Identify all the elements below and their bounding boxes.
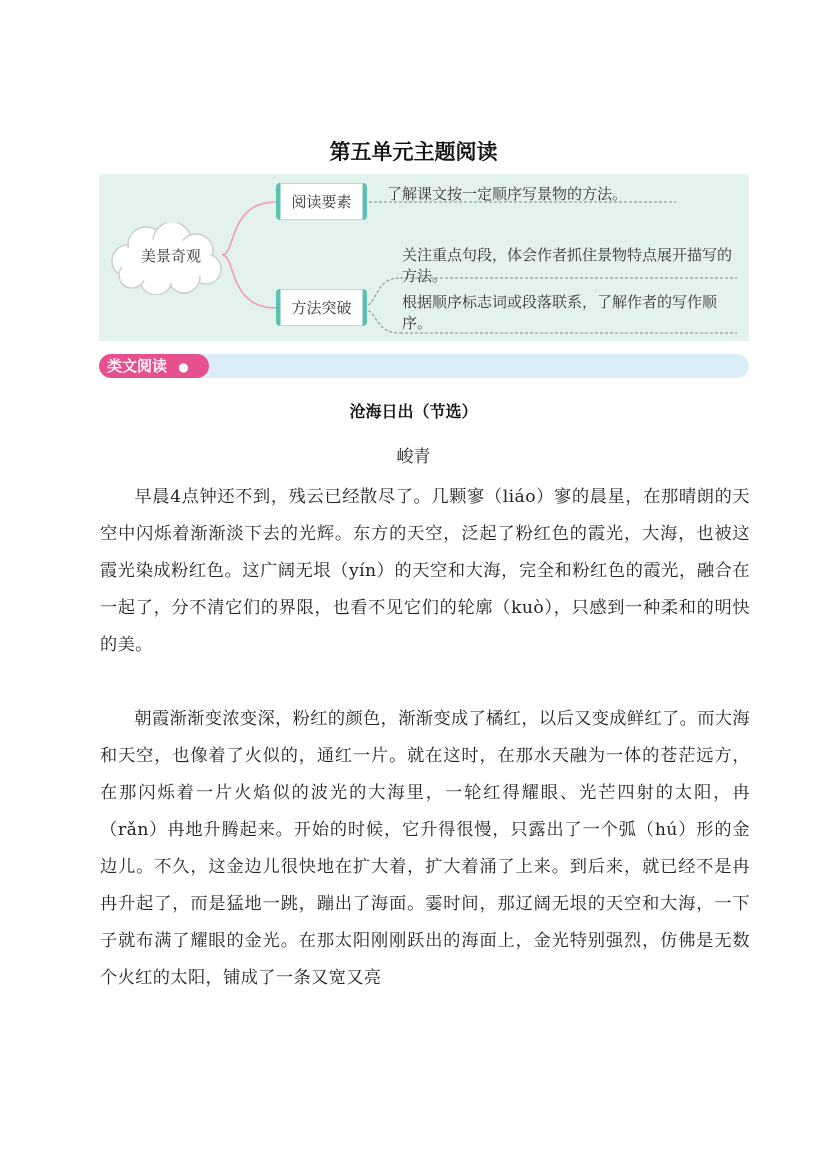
article-title: 沧海日出（节选） bbox=[349, 402, 478, 421]
article-paragraph: 早晨4点钟还不到，残云已经散尽了。几颗寥（liáo）寥的晨星，在那晴朗的天空中闪烁着渐渐淡下去的光辉。东方的天空，泛起了粉红色的霞光，大海，也被这霞光染成粉红色。这广阔无垠（yín）的天空和大海，完全和粉红色的霞光，融合在一起了，分不清它们的界限，也看不见它们的轮廓（kuò），只感到一种柔和的明快的美。 bbox=[100, 487, 750, 655]
section-label: 类文阅读 bbox=[107, 357, 168, 375]
article-paragraph: 朝霞渐渐变浓变深，粉红的颜色，渐渐变成了橘红，以后又变成鲜红了。而大海和天空，也像着了火似的，通红一片。就在这时，在那水天融为一体的苍茫远方，在那闪烁着一片火焰似的波光的大海里，一轮红得耀眼、光芒四射的太阳，冉（rǎn）冉地升腾起来。开始的时候，它升得很慢，只露出了一个弧（hú）形的金边儿。不久，这金边儿很快地在扩大着，扩大着涌了上来。到后来，就已经不是冉冉升起了，而是猛地一跳，蹦出了海面。霎时间，那辽阔无垠的天空和大海，一下子就布满了耀眼的金光。在那太阳刚刚跃出的海面上，金光特别强烈，仿佛是无数个火红的太阳，铺成了一条又宽又亮 bbox=[100, 709, 750, 988]
page-title: 第五单元主题阅读 bbox=[329, 140, 498, 164]
branch-point: 根据顺序标志词或段落联系，了解作者的写作顺序。 bbox=[402, 293, 718, 332]
connector-curve bbox=[222, 255, 276, 308]
article-author: 峻青 bbox=[396, 447, 431, 467]
bullet-dot-icon: ● bbox=[178, 360, 189, 374]
mind-map-center-label: 美景奇观 bbox=[140, 247, 201, 265]
connector-curve bbox=[222, 202, 276, 255]
branch-label-reading-element: 阅读要素 bbox=[276, 183, 367, 220]
branch-point: 关注重点句段，体会作者抓住景物特点展开描写的方法。 bbox=[402, 246, 733, 285]
branch-point: 了解课文按一定顺序写景物的方法。 bbox=[387, 185, 628, 203]
branch-label-method: 方法突破 bbox=[276, 289, 367, 326]
section-label-badge bbox=[99, 354, 209, 378]
